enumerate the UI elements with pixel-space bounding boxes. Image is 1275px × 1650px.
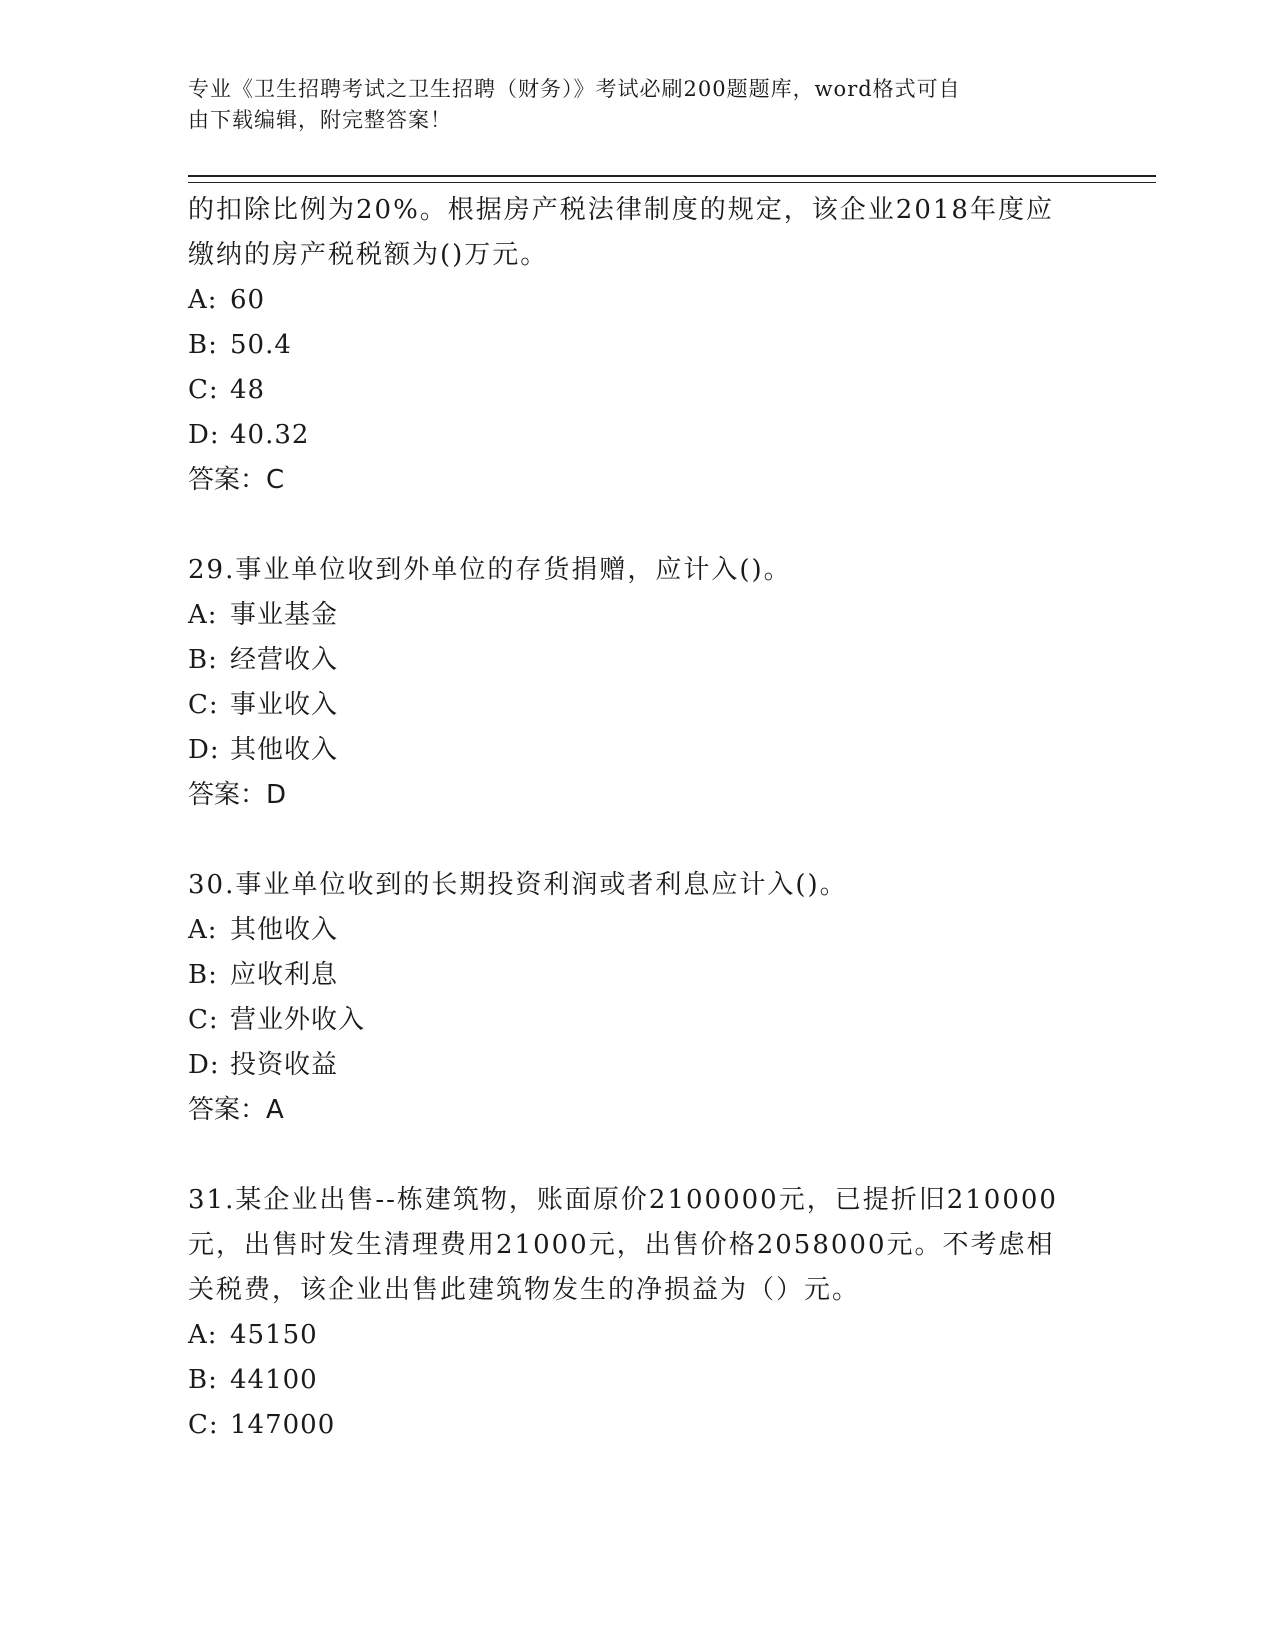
question-text: 31.某企业出售--栋建筑物，账面原价2100000元，已提折旧210000 [188, 1185, 1058, 1215]
option-b [188, 323, 1088, 368]
option-a [188, 908, 1088, 953]
option-value: 45150 [230, 1320, 318, 1350]
option-key: B: [188, 960, 218, 990]
option-value: 48 [230, 375, 266, 405]
question-list [188, 188, 1088, 1448]
question-30 [188, 863, 1088, 1133]
option-value: 44100 [230, 1365, 318, 1395]
answer-line: 答案：D [188, 780, 287, 810]
option-value: 应收利息 [230, 960, 339, 990]
option-value: 60 [230, 285, 266, 315]
option-key: C: [188, 1005, 219, 1035]
option-key: A: [188, 1320, 218, 1350]
option-a [188, 593, 1088, 638]
header-line-2: 由下载编辑，附完整答案！ [188, 108, 452, 132]
option-value: 40.32 [230, 420, 310, 450]
answer-line: 答案：C [188, 465, 285, 495]
option-value: 50.4 [230, 330, 292, 360]
question-31 [188, 1178, 1088, 1448]
question-text: 缴纳的房产税税额为()万元。 [188, 240, 549, 270]
option-c [188, 998, 1088, 1043]
option-key: C: [188, 690, 219, 720]
option-key: C: [188, 375, 219, 405]
option-value: 其他收入 [230, 735, 339, 765]
option-c [188, 1403, 1088, 1448]
option-key: D: [188, 735, 220, 765]
option-value: 经营收入 [230, 645, 339, 675]
option-key: A: [188, 915, 218, 945]
option-d [188, 728, 1088, 773]
option-b [188, 1358, 1088, 1403]
option-key: C: [188, 1410, 219, 1440]
option-a [188, 1313, 1088, 1358]
option-key: B: [188, 330, 218, 360]
header-line-1: 专业《卫生招聘考试之卫生招聘（财务）》考试必刷200题题库，word格式可自 [188, 77, 961, 101]
header-divider-thick [188, 175, 1156, 177]
option-key: A: [188, 600, 218, 630]
option-value: 投资收益 [230, 1050, 339, 1080]
option-key: A: [188, 285, 218, 315]
question-text: 29.事业单位收到外单位的存货捐赠，应计入()。 [188, 555, 792, 585]
option-value: 其他收入 [230, 915, 339, 945]
option-c [188, 368, 1088, 413]
question-text: 的扣除比例为20%。根据房产税法律制度的规定，该企业2018年度应 [188, 195, 1054, 225]
option-b [188, 638, 1088, 683]
option-value: 事业基金 [230, 600, 339, 630]
option-key: D: [188, 420, 220, 450]
question-text: 元，出售时发生清理费用21000元，出售价格2058000元。不考虑相 [188, 1230, 1055, 1260]
option-key: B: [188, 1365, 218, 1395]
option-d [188, 413, 1088, 458]
document-header [188, 74, 1068, 136]
question-28 [188, 188, 1088, 503]
option-a [188, 278, 1088, 323]
option-key: D: [188, 1050, 220, 1080]
header-divider-thin [188, 182, 1156, 183]
answer-line: 答案：A [188, 1095, 284, 1125]
option-value: 营业外收入 [230, 1005, 366, 1035]
question-text: 30.事业单位收到的长期投资利润或者利息应计入()。 [188, 870, 848, 900]
question-text: 关税费，该企业出售此建筑物发生的净损益为（）元。 [188, 1275, 861, 1305]
option-d [188, 1043, 1088, 1088]
option-value: 147000 [230, 1410, 336, 1440]
question-29 [188, 548, 1088, 818]
option-c [188, 683, 1088, 728]
option-value: 事业收入 [230, 690, 339, 720]
option-b [188, 953, 1088, 998]
option-key: B: [188, 645, 218, 675]
